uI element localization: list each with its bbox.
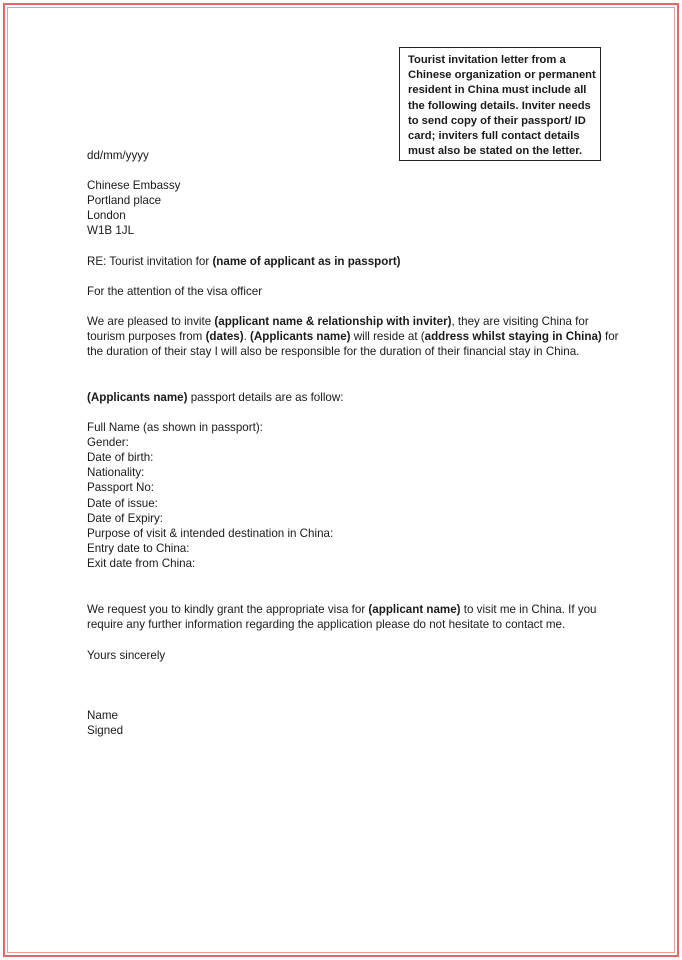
address-line: Chinese Embassy <box>87 179 181 192</box>
paragraph-1-line: We are pleased to invite (applicant name & relationship with inviter), they are visiting China for <box>87 315 589 328</box>
passport-intro: (Applicants name) passport details are as follow: <box>87 391 344 404</box>
address-line: London <box>87 209 126 222</box>
address-line: W1B 1JL <box>87 224 135 237</box>
passport-field: Passport No: <box>87 481 155 494</box>
attention-line: For the attention of the visa officer <box>87 285 263 298</box>
note-line: must also be stated on the letter. <box>408 145 583 158</box>
note-line: the following details. Inviter needs <box>408 99 591 112</box>
passport-field: Full Name (as shown in passport): <box>87 421 263 434</box>
passport-field: Entry date to China: <box>87 542 190 555</box>
passport-field: Date of issue: <box>87 497 158 510</box>
note-line: to send copy of their passport/ ID <box>408 114 586 127</box>
instruction-note-box <box>399 47 601 161</box>
closing: Yours sincerely <box>87 649 166 662</box>
note-line: Tourist invitation letter from a <box>408 54 566 66</box>
passport-field: Date of Expiry: <box>87 512 164 525</box>
letter-date: dd/mm/yyyy <box>87 149 149 162</box>
subject-line: RE: Tourist invitation for (name of applicant as in passport) <box>87 255 401 268</box>
note-line: card; inviters full contact details <box>408 130 580 143</box>
passport-field: Exit date from China: <box>87 557 196 570</box>
name-label: Name <box>87 709 118 722</box>
note-line: Chinese organization or permanent <box>408 69 596 82</box>
address-line: Portland place <box>87 194 162 207</box>
paragraph-1-line: the duration of their stay I will also be responsible for the duration of their financial stay in China. <box>87 345 580 358</box>
passport-field: Gender: <box>87 436 129 449</box>
paragraph-2-line: We request you to kindly grant the appropriate visa for (applicant name) to visit me in China. If you <box>87 603 597 616</box>
note-line: resident in China must include all <box>408 84 587 97</box>
signed-label: Signed <box>87 724 124 737</box>
passport-field: Nationality: <box>87 466 145 479</box>
passport-field: Date of birth: <box>87 451 154 464</box>
paragraph-2-line: require any further information regarding the application please do not hesitate to contact me. <box>87 618 566 631</box>
paragraph-1-line: tourism purposes from (dates). (Applicants name) will reside at (address whilst staying in China) for <box>87 330 619 343</box>
passport-field: Purpose of visit & intended destination in China: <box>87 527 334 540</box>
